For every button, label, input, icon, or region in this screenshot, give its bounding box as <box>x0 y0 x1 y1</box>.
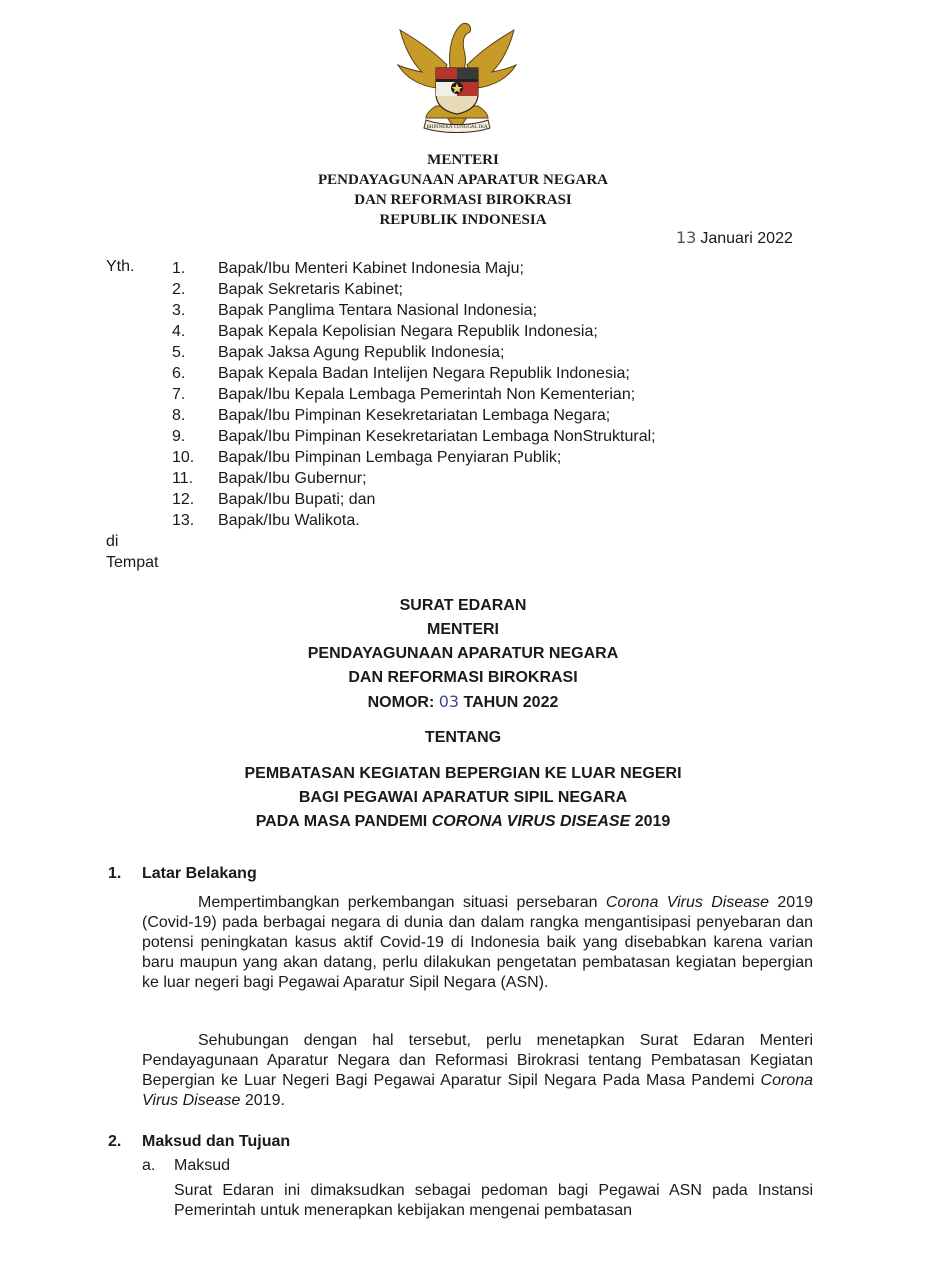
subject-line-2: BAGI PEGAWAI APARATUR SIPIL NEGARA <box>298 789 628 806</box>
recipient-item <box>172 363 656 384</box>
recipient-item <box>172 405 656 426</box>
header-line-2: PENDAYAGUNAAN APARATUR NEGARA <box>317 172 609 188</box>
subject-3a: PADA MASA PANDEMI <box>255 813 428 830</box>
recipient-text: Bapak Kepala Badan Intelijen Negara Republik Indonesia; <box>218 365 630 382</box>
section-1-paragraph-2 <box>142 1031 813 1111</box>
recipient-list <box>172 258 656 531</box>
recipient-item <box>172 279 656 300</box>
s1p1-b: Corona Virus Disease <box>605 894 770 911</box>
recipient-item <box>172 258 656 279</box>
recipient-text: Bapak Kepala Kepolisian Negara Republik Indonesia; <box>218 323 598 340</box>
recipient-item <box>172 510 656 531</box>
section-2a-number: a. <box>142 1157 156 1174</box>
subject-3b: CORONA VIRUS DISEASE <box>431 813 631 830</box>
recipient-number: 4. <box>172 323 186 340</box>
title-line-2: MENTERI <box>427 621 499 638</box>
addressee-place <box>106 531 158 573</box>
subject-line-1: PEMBATASAN KEGIATAN BEPERGIAN KE LUAR NEGERI <box>244 765 682 782</box>
date-month-year: Januari 2022 <box>700 230 793 247</box>
s1p2-b: Corona Virus Disease <box>142 1072 813 1109</box>
s1p2-a: Sehubungan dengan hal tersebut, perlu menetapkan Surat Edaran Menteri Pendayagunaan Aparatur Negara dan Reformasi Birokrasi tentang Pembatasan Kegiatan Bepergian ke Luar Negeri Bagi Pegawai Aparatur Sipil Negara Pada Masa Pandemi <box>142 1032 813 1089</box>
section-2a-title: Maksud <box>174 1157 231 1174</box>
recipient-text: Bapak/Ibu Pimpinan Lembaga Penyiaran Publik; <box>218 449 562 466</box>
section-1-title: Latar Belakang <box>142 865 257 882</box>
recipient-text: Bapak/Ibu Pimpinan Kesekretariatan Lembaga Negara; <box>218 407 611 424</box>
recipient-number: 3. <box>172 302 186 319</box>
recipient-text: Bapak/Ibu Kepala Lembaga Pemerintah Non Kementerian; <box>218 386 636 403</box>
recipient-text: Bapak/Ibu Walikota. <box>218 512 360 529</box>
subject-line-3 <box>0 810 926 834</box>
nomor-tahun: TAHUN 2022 <box>463 694 559 711</box>
section-1-number: 1. <box>108 865 122 882</box>
svg-text:BHINNEKA TUNGGAL IKA: BHINNEKA TUNGGAL IKA <box>426 125 488 130</box>
recipient-item <box>172 342 656 363</box>
title-line-4: DAN REFORMASI BIROKRASI <box>348 669 578 686</box>
recipient-number: 2. <box>172 281 186 298</box>
date-day-handwritten: 13 <box>676 228 697 247</box>
recipient-item <box>172 300 656 321</box>
title-nomor <box>0 690 926 715</box>
section-2-heading <box>108 1133 290 1151</box>
nomor-value-handwritten: 03 <box>438 692 460 711</box>
recipient-number: 9. <box>172 428 186 445</box>
s1p1-a: Mempertimbangkan perkembangan situasi persebaran <box>198 894 598 911</box>
recipient-number: 5. <box>172 344 186 361</box>
recipient-number: 8. <box>172 407 186 424</box>
recipient-number: 11. <box>172 470 194 487</box>
header-line-4: REPUBLIK INDONESIA <box>379 212 547 228</box>
recipient-item <box>172 489 656 510</box>
section-2-number: 2. <box>108 1133 122 1150</box>
s1p2-c: 2019. <box>244 1092 285 1109</box>
addressee-label: Yth. <box>106 258 135 275</box>
recipient-text: Bapak Jaksa Agung Republik Indonesia; <box>218 344 505 361</box>
title-tentang: TENTANG <box>424 729 502 746</box>
recipient-item <box>172 468 656 489</box>
recipient-number: 1. <box>172 260 186 277</box>
header-line-1: MENTERI <box>427 152 499 168</box>
recipient-item <box>172 447 656 468</box>
recipient-item <box>172 321 656 342</box>
recipient-number: 7. <box>172 386 186 403</box>
recipient-number: 13. <box>172 512 195 529</box>
recipient-text: Bapak/Ibu Bupati; dan <box>218 491 376 508</box>
addressee-di: di <box>106 533 119 550</box>
recipient-text: Bapak Panglima Tentara Nasional Indonesia; <box>218 302 538 319</box>
recipient-item <box>172 384 656 405</box>
recipient-text: Bapak/Ibu Gubernur; <box>218 470 367 487</box>
subject-3c: 2019 <box>634 813 671 830</box>
recipient-text: Bapak/Ibu Pimpinan Kesekretariatan Lembaga NonStruktural; <box>218 428 656 445</box>
title-line-1: SURAT EDARAN <box>399 597 527 614</box>
recipient-item <box>172 426 656 447</box>
section-2a-heading <box>142 1157 230 1175</box>
title-line-3: PENDAYAGUNAAN APARATUR NEGARA <box>307 645 619 662</box>
s1p1-c: 2019 (Covid-19) pada berbagai negara di dunia dan dalam rangka mengantisipasi penyebaran dan potensi peningkatan kasus aktif Covid-19 di Indonesia baik yang disebabkan karena varian baru maupun yang akan datang, perlu dilakukan pengetatan pembatasan kegiatan bepergian ke luar negeri bagi Pegawai Aparatur Sipil Negara (ASN). <box>142 894 813 991</box>
recipient-text: Bapak/Ibu Menteri Kabinet Indonesia Maju; <box>218 260 524 277</box>
section-2-title: Maksud dan Tujuan <box>142 1133 291 1150</box>
garuda-emblem-icon <box>392 10 522 135</box>
letter-date <box>676 228 793 248</box>
section-2a-text: Surat Edaran ini dimaksudkan sebagai pedoman bagi Pegawai ASN pada Instansi Pemerintah untuk menerapkan kebijakan mengenai pembatasan <box>174 1182 813 1219</box>
addressee-tempat: Tempat <box>106 554 159 571</box>
recipient-number: 10. <box>172 449 195 466</box>
header-line-3: DAN REFORMASI BIROKRASI <box>354 192 572 208</box>
recipient-number: 12. <box>172 491 195 508</box>
recipient-text: Bapak Sekretaris Kabinet; <box>218 281 403 298</box>
nomor-label: NOMOR: <box>367 694 435 711</box>
section-1-paragraph-1 <box>142 893 813 993</box>
section-1-heading <box>108 865 257 883</box>
recipient-number: 6. <box>172 365 186 382</box>
